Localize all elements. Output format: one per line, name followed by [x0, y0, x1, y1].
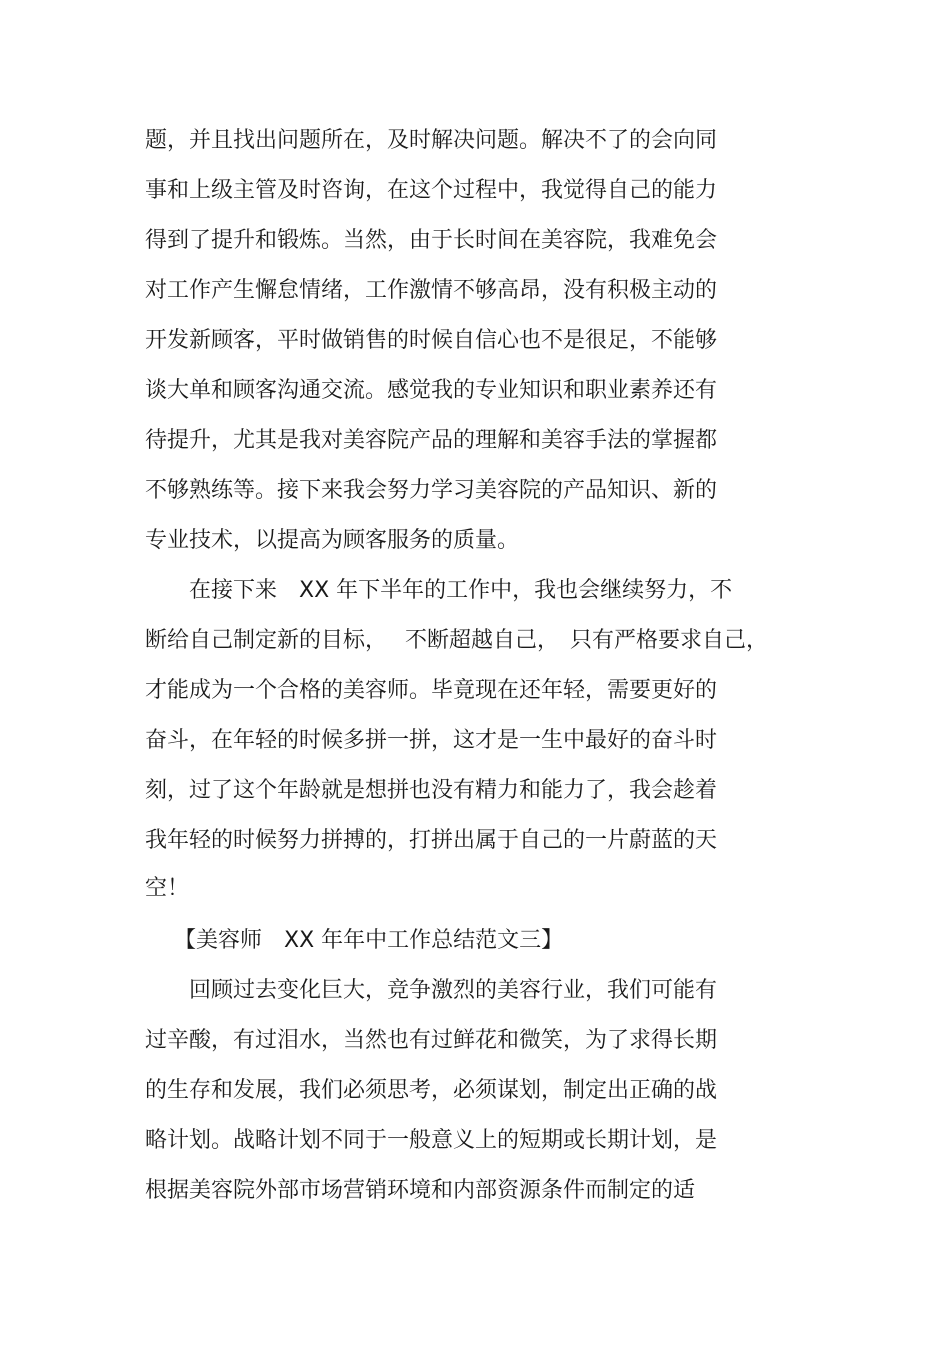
text-line: 谈大单和顾客沟通交流。感觉我的专业知识和职业素养还有	[145, 378, 718, 403]
section-heading: 【美容师 XX 年年中工作总结范文三】	[145, 928, 564, 953]
text-line: 不够熟练等。接下来我会努力学习美容院的产品知识、新的	[145, 478, 718, 503]
text-line: 的生存和发展，我们必须思考，必须谋划，制定出正确的战	[145, 1078, 718, 1103]
text-line: 开发新顾客，平时做销售的时候自信心也不是很足，不能够	[145, 328, 718, 353]
text-line: 专业技术，以提高为顾客服务的质量。	[145, 528, 520, 553]
text-line: 略计划。战略计划不同于一般意义上的短期或长期计划，是	[145, 1128, 718, 1153]
text-line: 事和上级主管及时咨询，在这个过程中，我觉得自己的能力	[145, 178, 718, 203]
text-line: 对工作产生懈怠情绪，工作激情不够高昂，没有积极主动的	[145, 278, 718, 303]
paragraph-start-line: 回顾过去变化巨大，竞争激烈的美容行业，我们可能有	[145, 978, 718, 1003]
text-line: 我年轻的时候努力拼搏的，打拼出属于自己的一片蔚蓝的天	[145, 828, 718, 853]
text-line: 刻，过了这个年龄就是想拼也没有精力和能力了，我会趁着	[145, 778, 718, 803]
text-line: 过辛酸，有过泪水，当然也有过鲜花和微笑，为了求得长期	[145, 1028, 718, 1053]
paragraph-start-line: 在接下来 XX 年下半年的工作中，我也会继续努力，不	[145, 578, 733, 603]
text-line: 奋斗，在年轻的时候多拼一拼，这才是一生中最好的奋斗时	[145, 728, 718, 753]
text-line: 才能成为一个合格的美容师。毕竟现在还年轻，需要更好的	[145, 678, 718, 703]
text-line: 断给自己制定新的目标， 不断超越自己， 只有严格要求自己，	[145, 628, 768, 653]
text-line: 得到了提升和锻炼。当然，由于长时间在美容院，我难免会	[145, 228, 718, 253]
text-line: 题，并且找出问题所在，及时解决问题。解决不了的会向同	[145, 128, 718, 153]
text-line: 根据美容院外部市场营销环境和内部资源条件而制定的适	[145, 1178, 696, 1203]
text-line: 待提升，尤其是我对美容院产品的理解和美容手法的掌握都	[145, 428, 718, 453]
text-line: 空！	[145, 876, 190, 901]
